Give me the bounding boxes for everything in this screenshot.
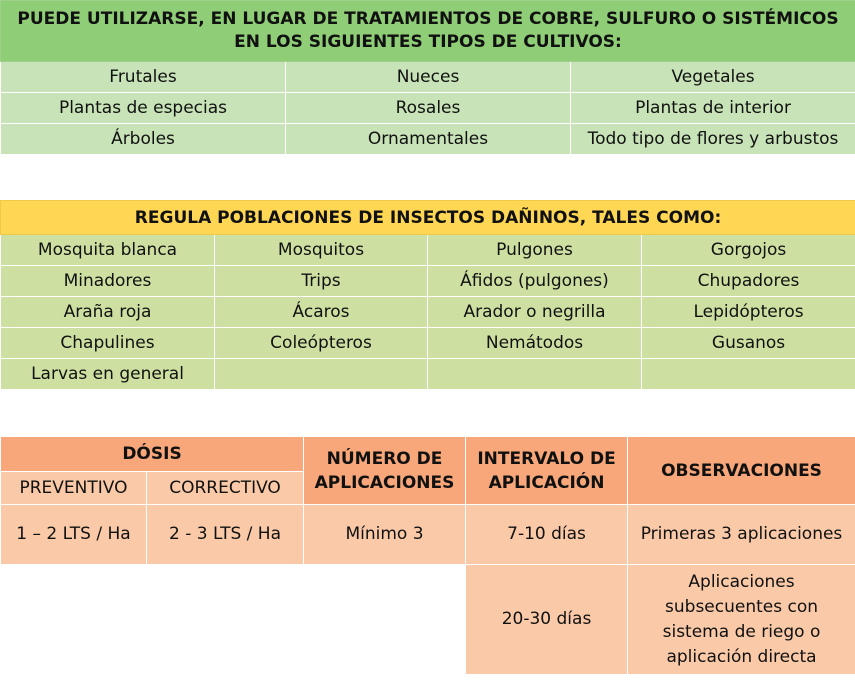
num-aplicaciones-header: NÚMERO DE APLICACIONES — [304, 437, 466, 505]
insects-table — [0, 200, 855, 390]
preventivo-header: PREVENTIVO — [1, 472, 147, 505]
insect-cell: Áfidos (pulgones) — [428, 266, 642, 297]
insect-cell — [642, 359, 855, 390]
crop-cell: Nueces — [286, 62, 571, 93]
crop-cell: Plantas de especias — [1, 93, 286, 124]
correctivo-header: CORRECTIVO — [147, 472, 304, 505]
insect-cell: Gusanos — [642, 328, 855, 359]
crop-cell: Frutales — [1, 62, 286, 93]
insect-cell: Chapulines — [1, 328, 215, 359]
insect-cell: Araña roja — [1, 297, 215, 328]
insect-cell: Lepidópteros — [642, 297, 855, 328]
insect-cell: Trips — [215, 266, 428, 297]
table-row — [1, 93, 855, 124]
table-row — [1, 62, 855, 93]
crop-cell: Todo tipo de flores y arbustos — [571, 124, 855, 155]
crop-cell: Plantas de interior — [571, 93, 855, 124]
crop-cell: Árboles — [1, 124, 286, 155]
num-aplicaciones-value: Mínimo 3 — [304, 505, 466, 565]
insect-cell: Larvas en general — [1, 359, 215, 390]
interval-value: 7-10 días — [466, 505, 628, 565]
table-row — [1, 359, 855, 390]
crop-cell: Ornamentales — [286, 124, 571, 155]
insect-cell: Gorgojos — [642, 235, 855, 266]
insect-cell — [215, 359, 428, 390]
table-row — [1, 235, 855, 266]
table-row — [1, 124, 855, 155]
insect-cell: Coleópteros — [215, 328, 428, 359]
dosage-table — [0, 436, 855, 675]
crop-cell: Rosales — [286, 93, 571, 124]
crop-cell: Vegetales — [571, 62, 855, 93]
insect-cell: Nemátodos — [428, 328, 642, 359]
observation-value: Primeras 3 aplicaciones — [628, 505, 855, 565]
insect-cell: Mosquita blanca — [1, 235, 215, 266]
table-row — [1, 565, 855, 675]
insect-cell: Arador o negrilla — [428, 297, 642, 328]
insect-cell — [428, 359, 642, 390]
interval-value: 20-30 días — [466, 565, 628, 675]
table-row — [1, 328, 855, 359]
observation-value: Aplicaciones subsecuentes con sistema de riego o aplicación directa — [628, 565, 855, 675]
observaciones-header: OBSERVACIONES — [628, 437, 855, 505]
insect-cell: Ácaros — [215, 297, 428, 328]
crops-table — [0, 0, 855, 155]
dosis-header: DÓSIS — [1, 437, 304, 472]
insect-cell: Pulgones — [428, 235, 642, 266]
insect-cell: Minadores — [1, 266, 215, 297]
correctivo-value: 2 - 3 LTS / Ha — [147, 505, 304, 565]
empty-cell — [304, 565, 466, 675]
crops-header: PUEDE UTILIZARSE, EN LUGAR DE TRATAMIENTOS DE COBRE, SULFURO O SISTÉMICOS EN LOS SIGUIENTES TIPOS DE CULTIVOS: — [1, 1, 855, 62]
insect-cell: Mosquitos — [215, 235, 428, 266]
empty-cell — [147, 565, 304, 675]
preventivo-value: 1 – 2 LTS / Ha — [1, 505, 147, 565]
table-row — [1, 505, 855, 565]
insect-cell: Chupadores — [642, 266, 855, 297]
table-row — [1, 297, 855, 328]
empty-cell — [1, 565, 147, 675]
table-row — [1, 266, 855, 297]
intervalo-header: INTERVALO DE APLICACIÓN — [466, 437, 628, 505]
insects-header: REGULA POBLACIONES DE INSECTOS DAÑINOS, TALES COMO: — [1, 201, 855, 235]
